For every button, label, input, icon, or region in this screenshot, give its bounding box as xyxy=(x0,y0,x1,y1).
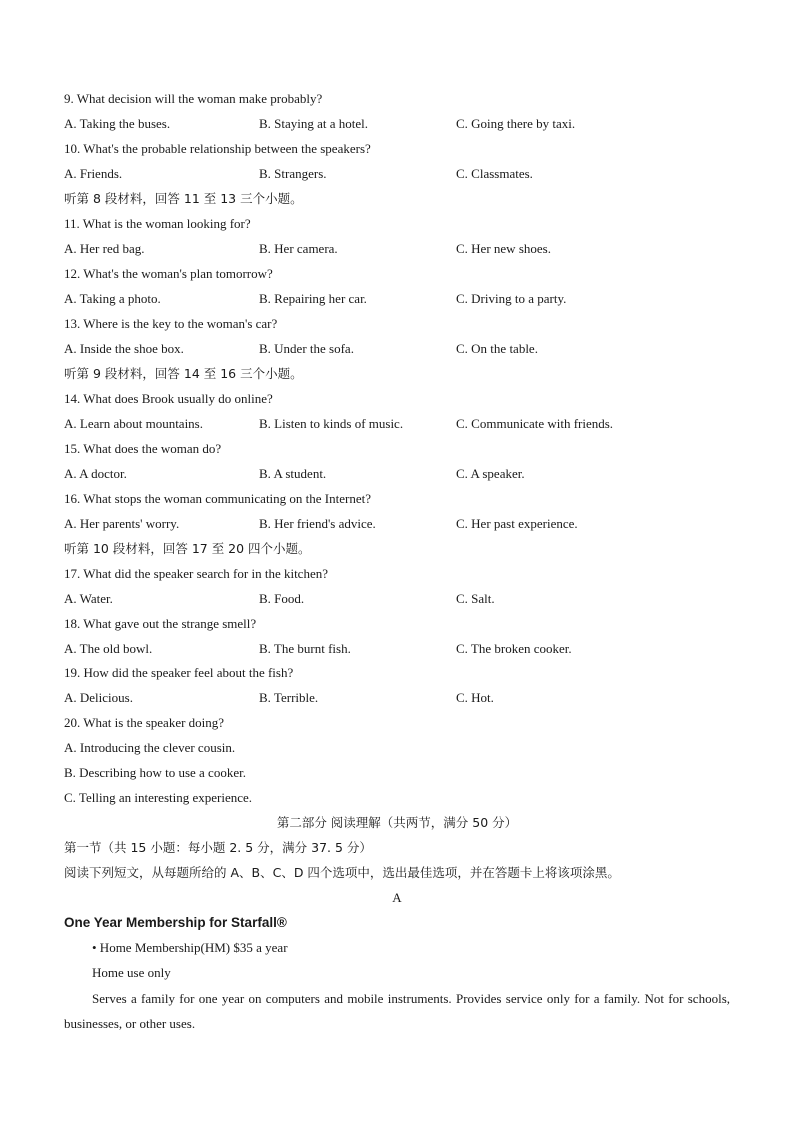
question-14 xyxy=(64,389,730,409)
home-use-label: Home use only xyxy=(92,965,171,980)
option-a: A. Her red bag. xyxy=(64,241,145,256)
question-20: 20. What is the speaker doing? xyxy=(64,715,225,730)
option-a: A. Inside the shoe box. xyxy=(64,341,184,356)
option-c: C. Salt. xyxy=(456,591,495,606)
option-c: C. Driving to a party. xyxy=(456,291,567,306)
question-text: 16. What stops the woman communicating on the Internet? xyxy=(64,491,371,506)
question-text: 10. What's the probable relationship between the speakers? xyxy=(64,141,371,156)
passage-letter: A xyxy=(392,890,402,905)
option-c: C. On the table. xyxy=(456,341,538,356)
options-16 xyxy=(64,514,730,534)
question-15 xyxy=(64,439,730,459)
reading-instructions: 阅读下列短文，从每题所给的 A、B、C、D 四个选项中，选出最佳选项，并在答题卡上将该项涂黑。 xyxy=(64,865,620,880)
question-17 xyxy=(64,564,730,584)
question-13 xyxy=(64,314,730,334)
option-a: A. Taking the buses. xyxy=(64,116,171,131)
option-b: B. Under the sofa. xyxy=(259,341,354,356)
question-9 xyxy=(64,89,730,109)
question-text: 18. What gave out the strange smell? xyxy=(64,616,257,631)
option-b: B. The burnt fish. xyxy=(259,641,351,656)
option-b: B. Listen to kinds of music. xyxy=(259,416,404,431)
option-c: C. The broken cooker. xyxy=(456,641,572,656)
option-b: B. Her friend's advice. xyxy=(259,516,376,531)
membership-bullet: • Home Membership(HM) $35 a year xyxy=(92,940,288,955)
option-a: A. Delicious. xyxy=(64,690,133,705)
options-11 xyxy=(64,239,730,259)
option-c: C. Classmates. xyxy=(456,166,533,181)
serves-paragraph: Serves a family for one year on computers and mobile instruments. Provides service only for a family. Not for schools, businesses, or other uses. xyxy=(64,991,730,1031)
option-a: A. A doctor. xyxy=(64,466,127,481)
options-12 xyxy=(64,289,730,309)
q20-option-c: C. Telling an interesting experience. xyxy=(64,790,253,805)
question-text: 14. What does Brook usually do online? xyxy=(64,391,273,406)
question-11 xyxy=(64,214,730,234)
option-b: B. Her camera. xyxy=(259,241,338,256)
options-18 xyxy=(64,639,730,659)
option-b: B. Strangers. xyxy=(259,166,327,181)
question-16 xyxy=(64,489,730,509)
question-text: 17. What did the speaker search for in the kitchen? xyxy=(64,566,328,581)
option-b: B. A student. xyxy=(259,466,327,481)
option-c: C. A speaker. xyxy=(456,466,525,481)
q20-option-a: A. Introducing the clever cousin. xyxy=(64,740,236,755)
option-c: C. Going there by taxi. xyxy=(456,116,576,131)
option-b: B. Food. xyxy=(259,591,305,606)
option-a: A. Taking a photo. xyxy=(64,291,161,306)
option-a: A. Friends. xyxy=(64,166,123,181)
section-1-title: 第一节（共 15 小题：每小题 2. 5 分，满分 37. 5 分） xyxy=(64,840,372,855)
part-2-title: 第二部分 阅读理解（共两节，满分 50 分） xyxy=(276,815,518,830)
options-17 xyxy=(64,589,730,609)
options-19 xyxy=(64,688,730,708)
options-15 xyxy=(64,464,730,484)
section-10-heading: 听第 10 段材料，回答 17 至 20 四个小题。 xyxy=(64,541,311,556)
question-text: 11. What is the woman looking for? xyxy=(64,216,251,231)
option-a: A. The old bowl. xyxy=(64,641,153,656)
options-9 xyxy=(64,114,730,134)
option-b: B. Repairing her car. xyxy=(259,291,367,306)
options-13 xyxy=(64,339,730,359)
passage-title: One Year Membership for Starfall® xyxy=(64,915,287,930)
question-text: 12. What's the woman's plan tomorrow? xyxy=(64,266,273,281)
option-c: C. Hot. xyxy=(456,690,494,705)
question-text: 9. What decision will the woman make probably? xyxy=(64,91,323,106)
options-10 xyxy=(64,164,730,184)
section-8-heading: 听第 8 段材料，回答 11 至 13 三个小题。 xyxy=(64,191,303,206)
option-a: A. Her parents' worry. xyxy=(64,516,180,531)
option-c: C. Her new shoes. xyxy=(456,241,551,256)
option-a: A. Water. xyxy=(64,591,113,606)
question-text: 15. What does the woman do? xyxy=(64,441,222,456)
option-a: A. Learn about mountains. xyxy=(64,416,203,431)
option-b: B. Staying at a hotel. xyxy=(259,116,369,131)
question-text: 19. How did the speaker feel about the fish? xyxy=(64,665,294,680)
question-text: 13. Where is the key to the woman's car? xyxy=(64,316,278,331)
question-10 xyxy=(64,139,730,159)
option-b: B. Terrible. xyxy=(259,690,319,705)
options-14 xyxy=(64,414,730,434)
question-19 xyxy=(64,663,730,683)
question-12 xyxy=(64,264,730,284)
option-c: C. Communicate with friends. xyxy=(456,416,614,431)
q20-option-b: B. Describing how to use a cooker. xyxy=(64,765,246,780)
question-18 xyxy=(64,614,730,634)
section-9-heading: 听第 9 段材料，回答 14 至 16 三个小题。 xyxy=(64,366,303,381)
option-c: C. Her past experience. xyxy=(456,516,578,531)
